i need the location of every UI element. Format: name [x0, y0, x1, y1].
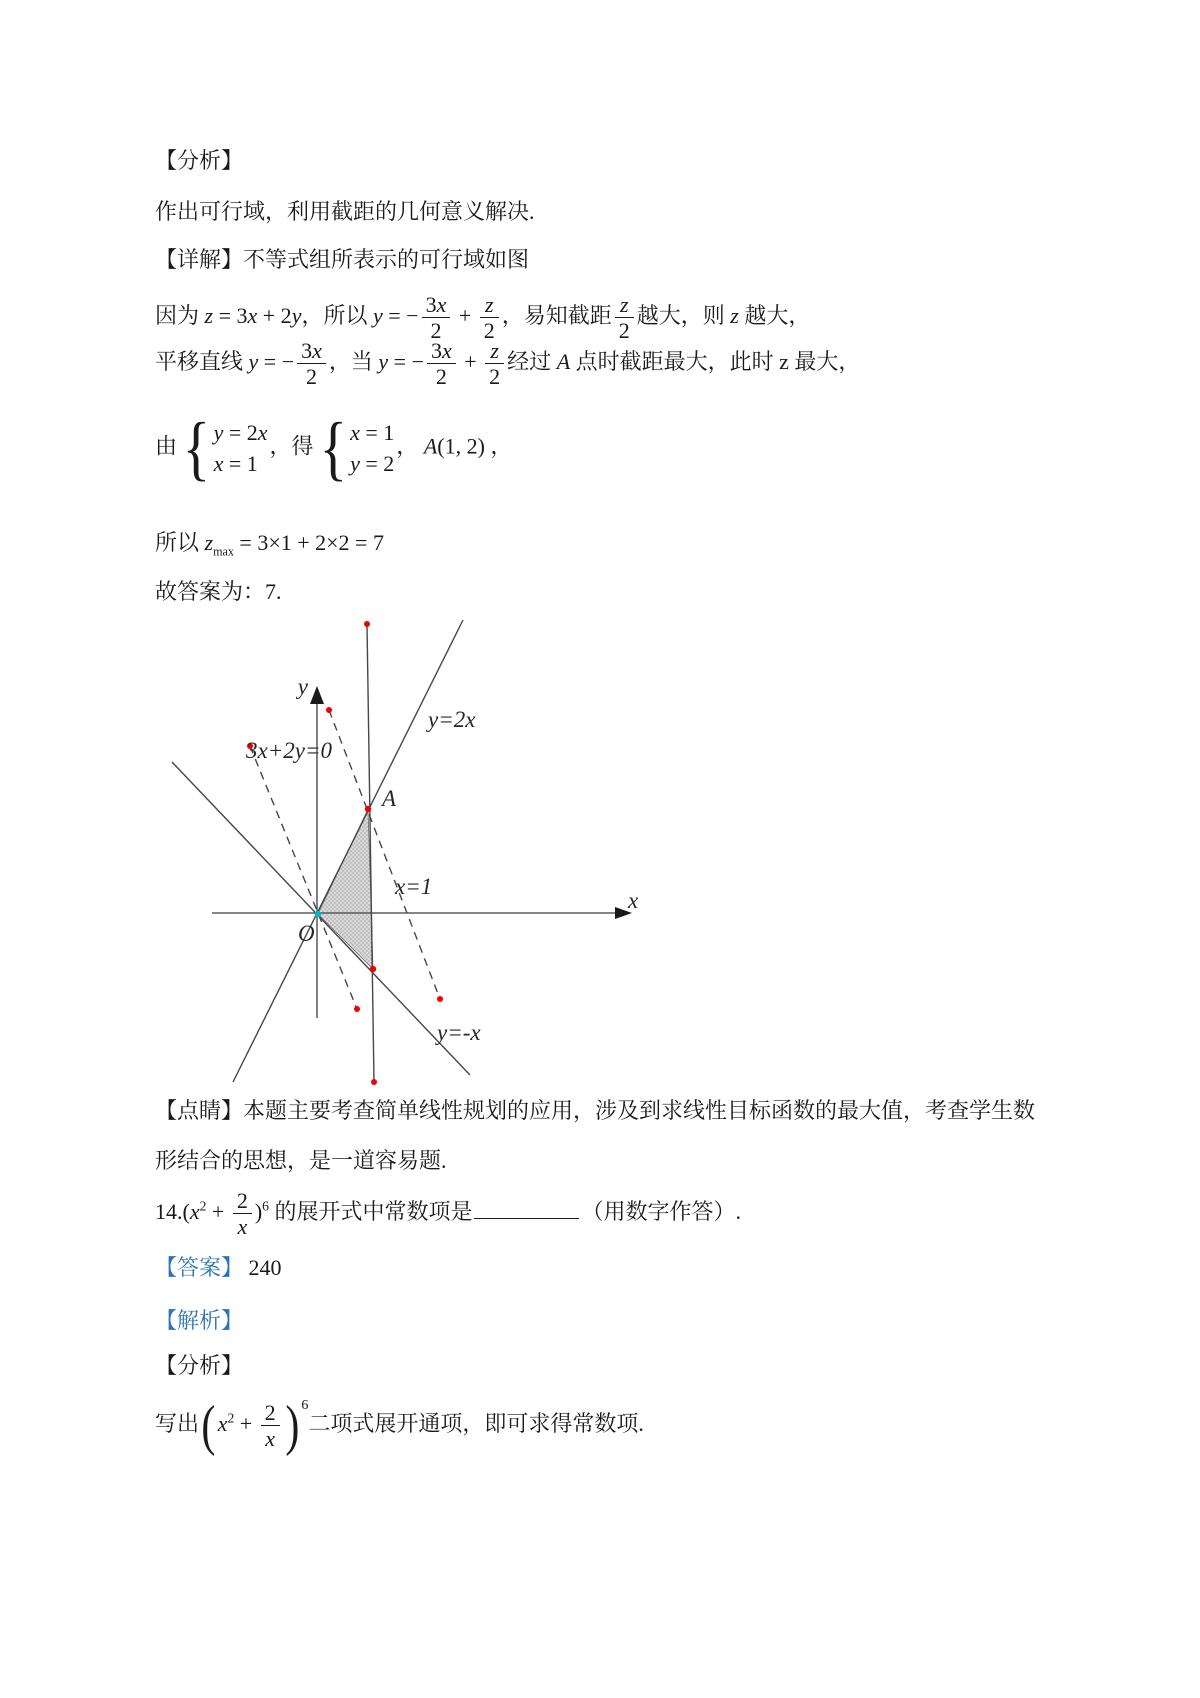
- dot-dashed2-bottom: [437, 996, 443, 1002]
- jiexi-header: 【解析】: [155, 1308, 244, 1333]
- dianjing-line-1: 【点睛】本题主要考查简单线性规划的应用，涉及到求线性目标函数的最大值，考查学生数: [155, 1098, 1036, 1123]
- dot-dashed2-top: [326, 707, 332, 713]
- dot-origin: [315, 911, 321, 917]
- label-x1: x=1: [395, 874, 433, 899]
- math-line-because: 因为 z = 3x + 2y，所以 y = − $\frac{3x}{2}$ + $\frac{z}{2}$ ，易知截距 $\frac{z}{2}$ 越大，则 z 越大，: [155, 292, 811, 344]
- math-line-final: 写出( $x^2$ + $\frac{2}{x}$ ) 6二项式展开通项，即可求得常数项.: [155, 1394, 644, 1457]
- y-axis-arrow: [310, 686, 324, 704]
- analysis-header-2: 【分析】: [155, 1353, 244, 1378]
- answer-line: [155, 1253, 282, 1283]
- detail-line: 【详解】不等式组所表示的可行域如图: [155, 247, 530, 272]
- y-axis-label: y: [297, 674, 308, 699]
- answer-value: 240: [248, 1255, 282, 1280]
- label-3x2y0: 3x+2y=0: [246, 738, 332, 763]
- linear-programming-figure: [158, 574, 652, 1090]
- dianjing-line-2: 形结合的思想，是一道容易题.: [155, 1148, 447, 1173]
- dot-x1-bottom: [371, 1079, 377, 1085]
- answer-header: 【答案】: [155, 1255, 244, 1280]
- math-line-system: 由 { y = 2x x = 1 ，得 { x = 1 y = 2 ， A(1, 2) ，: [155, 408, 513, 488]
- dot-dashed1-bottom: [354, 1006, 360, 1012]
- dot-x1-top: [364, 621, 370, 627]
- math-line-translate: 平移直线 y = − $\frac{3x}{2}$ ，当 y = − $\frac{3x}{2}$ + $\frac{z}{2}$ 经过 A 点时截距最大，此时 z 最大，: [155, 338, 861, 390]
- label-y2x: y=2x: [428, 707, 476, 732]
- analysis-text: 作出可行域，利用截距的几何意义解决.: [155, 199, 535, 224]
- line-y-equals-2x: [233, 620, 463, 1082]
- analysis-header-1: 【分析】: [155, 148, 244, 173]
- dot-vertex-B: [370, 966, 376, 972]
- problem-14-line: $14.(x^2$ + $\frac{2}{x}$ )$^6$ 的展开式中常数项是 （用数字作答）.: [155, 1188, 741, 1240]
- dot-point-A: [365, 806, 371, 812]
- label-origin: O: [298, 921, 315, 946]
- x-axis-label: x: [628, 888, 639, 913]
- line-y-equals-negx: [172, 762, 470, 1075]
- label-point-A: A: [382, 786, 397, 811]
- answer-conclusion: 故答案为：7.: [155, 579, 282, 604]
- math-line-zmax: 所以 $z_{max} = 3\times 1 + 2\times 2 = 7$: [155, 530, 384, 559]
- label-ynegx: y=-x: [437, 1020, 481, 1045]
